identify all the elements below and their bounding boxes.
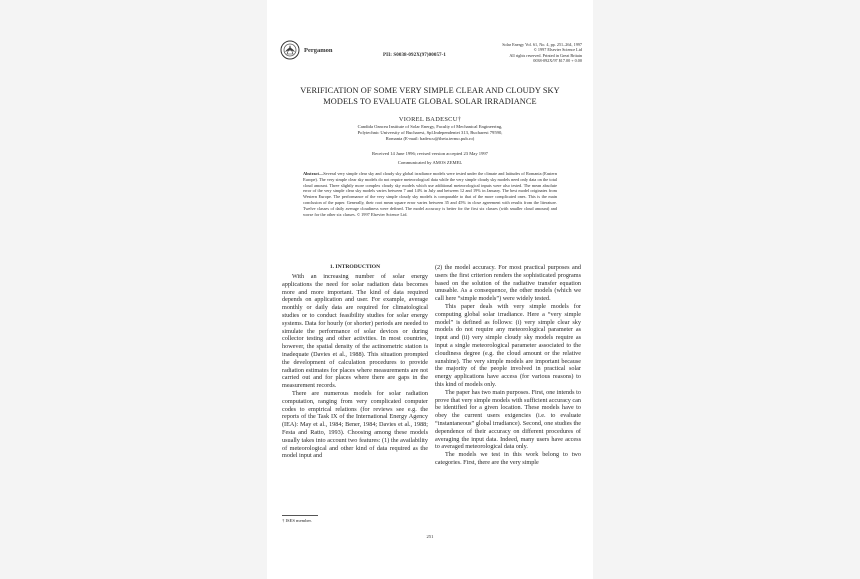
journal-line: All rights reserved. Printed in Great Britain (509, 52, 582, 58)
section-heading: 1. INTRODUCTION (329, 264, 381, 270)
paragraph: The models we test in this work belong to two categories. First, there are the very simple (435, 451, 581, 466)
publisher-block (280, 40, 333, 60)
page-number: 251 (426, 534, 434, 539)
journal-info (470, 42, 582, 64)
paragraph: There are numerous models for solar radiation computation, ranging from very complicated computer codes to empirical relations (for reviews see e.g. the reports of the Task IX of the International Energy Agency (IEA): May et al., 1984; Bener, 1984; Davies et al., 1988; Festa and Ratto, 1993). Choosing among these models usually takes into account two features: (1) the availability of meteorological and other kind of data required as the model input and (282, 389, 428, 460)
abstract-label: Abstract— (303, 171, 324, 176)
paragraph: The paper has two main purposes. First, one intends to prove that very simple models with sufficient accuracy can be identified for a given location. These models have to obey the current users exigencies (i.e. to evaluate “instantaneous” global irradiance). Second, one studies the dependence of their accuracy on different procedures of averaging the input data. Indeed, many users have access to averaged meteorological data only. (435, 388, 581, 451)
affiliation-line: Polytechnic University of Bucharest, Spl.Independentei 313, Bucharest 79590, (357, 130, 503, 135)
journal-line: © 1997 Elsevier Science Ltd (533, 47, 582, 53)
author-name: VIOREL BADESCU† (398, 116, 462, 123)
affiliation (282, 124, 578, 142)
footnote: † ISES member. (282, 518, 312, 523)
communicated-by: Communicated by AMOS ZEMEL (397, 160, 463, 165)
received-dates: Received 14 June 1996; revised version accepted 23 May 1997 (372, 151, 488, 156)
abstract (303, 171, 557, 217)
journal-line: 0038-092X/97 $17.00 + 0.00 (533, 58, 582, 64)
pii-code: PII: S0038-092X(97)00057-1 (383, 53, 447, 58)
affiliation-line: Romania (E-mail: badescu@theta.termo.pub.ro) (385, 136, 475, 141)
abstract-text: Several very simple clear sky and cloudy sky global irradiance models were tested under the climate and latitudes of Romania (Eastern Europe). The very simple clear sky models do not require meteorological data while the very simple cloudy sky models need only data on the total cloud amount. Three slightly more complex cloudy sky models which use additional meteorological inputs were also tested. The mean absolute error of the very simple clear sky models varies between 7 and 14% in July and between 12 and 19% in January. The best model originates from Western Europe. The performance of the very simple cloudy sky models is comparable to that of the more complicated ones. This is the main conclusion of the paper. Generally, their root mean square error varies between 35 and 45% in close agreement with results from the literature. Twelve classes of daily average cloudiness were defined. The model accuracy is better for the first six classes (with smaller cloud amount) and worse for the other six classes. © 1997 Elsevier Science Ltd. (303, 171, 557, 217)
journal-line: Solar Energy Vol. 61, No. 4, pp. 251–264, 1997 (502, 42, 582, 47)
paragraph: This paper deals with very simple models for computing global solar irradiance. Here a “very simple model” is defined as follows: (i) very simple clear sky models do not require any meteorological parameter as input and (ii) very simple cloudy sky models require as input a single meteorological parameter associated to the cloudiness degree (e.g. the cloud amount or the relative sunshine). The very simple models are important because the majority of the people involved in practical solar energy applications have access (for various reasons) to this kind of models only. (435, 302, 581, 388)
pergamon-logo-icon (280, 40, 300, 60)
left-column (282, 273, 428, 460)
affiliation-line: Candida Oancea Institute of Solar Energy, Faculty of Mechanical Engineering, (357, 124, 503, 129)
publisher-name: Pergamon (304, 46, 333, 54)
footnote-divider (282, 515, 318, 516)
paragraph: (2) the model accuracy. For most practical purposes and users the first criterion renders the sophisticated programs based on the solution of the radiative transfer equation unusable. As a consequence, the other models (which we call here “simple models”) were widely tested. (435, 264, 581, 303)
paper-title: VERIFICATION OF SOME VERY SIMPLE CLEAR AND CLOUDY SKY MODELS TO EVALUATE GLOBAL SOLAR IRRADIANCE (300, 86, 560, 106)
right-column (435, 264, 581, 467)
paragraph: With an increasing number of solar energy applications the need for solar radiation data becomes more and more important. The kind of data required depends on application and user. For example, average monthly or daily data are required for climatological studies or to conduct feasibility studies for solar energy systems. Data for hourly (or shorter) periods are needed to simulate the performance of solar devices or during collector testing and other activities. In most countries, however, the spatial density of the actinometric station is inadequate (Davies et al., 1988). This situation prompted the development of calculation procedures to provide radiation estimates for places where measurements are not carried out and for places where there are gaps in the measurement records. (282, 273, 428, 390)
